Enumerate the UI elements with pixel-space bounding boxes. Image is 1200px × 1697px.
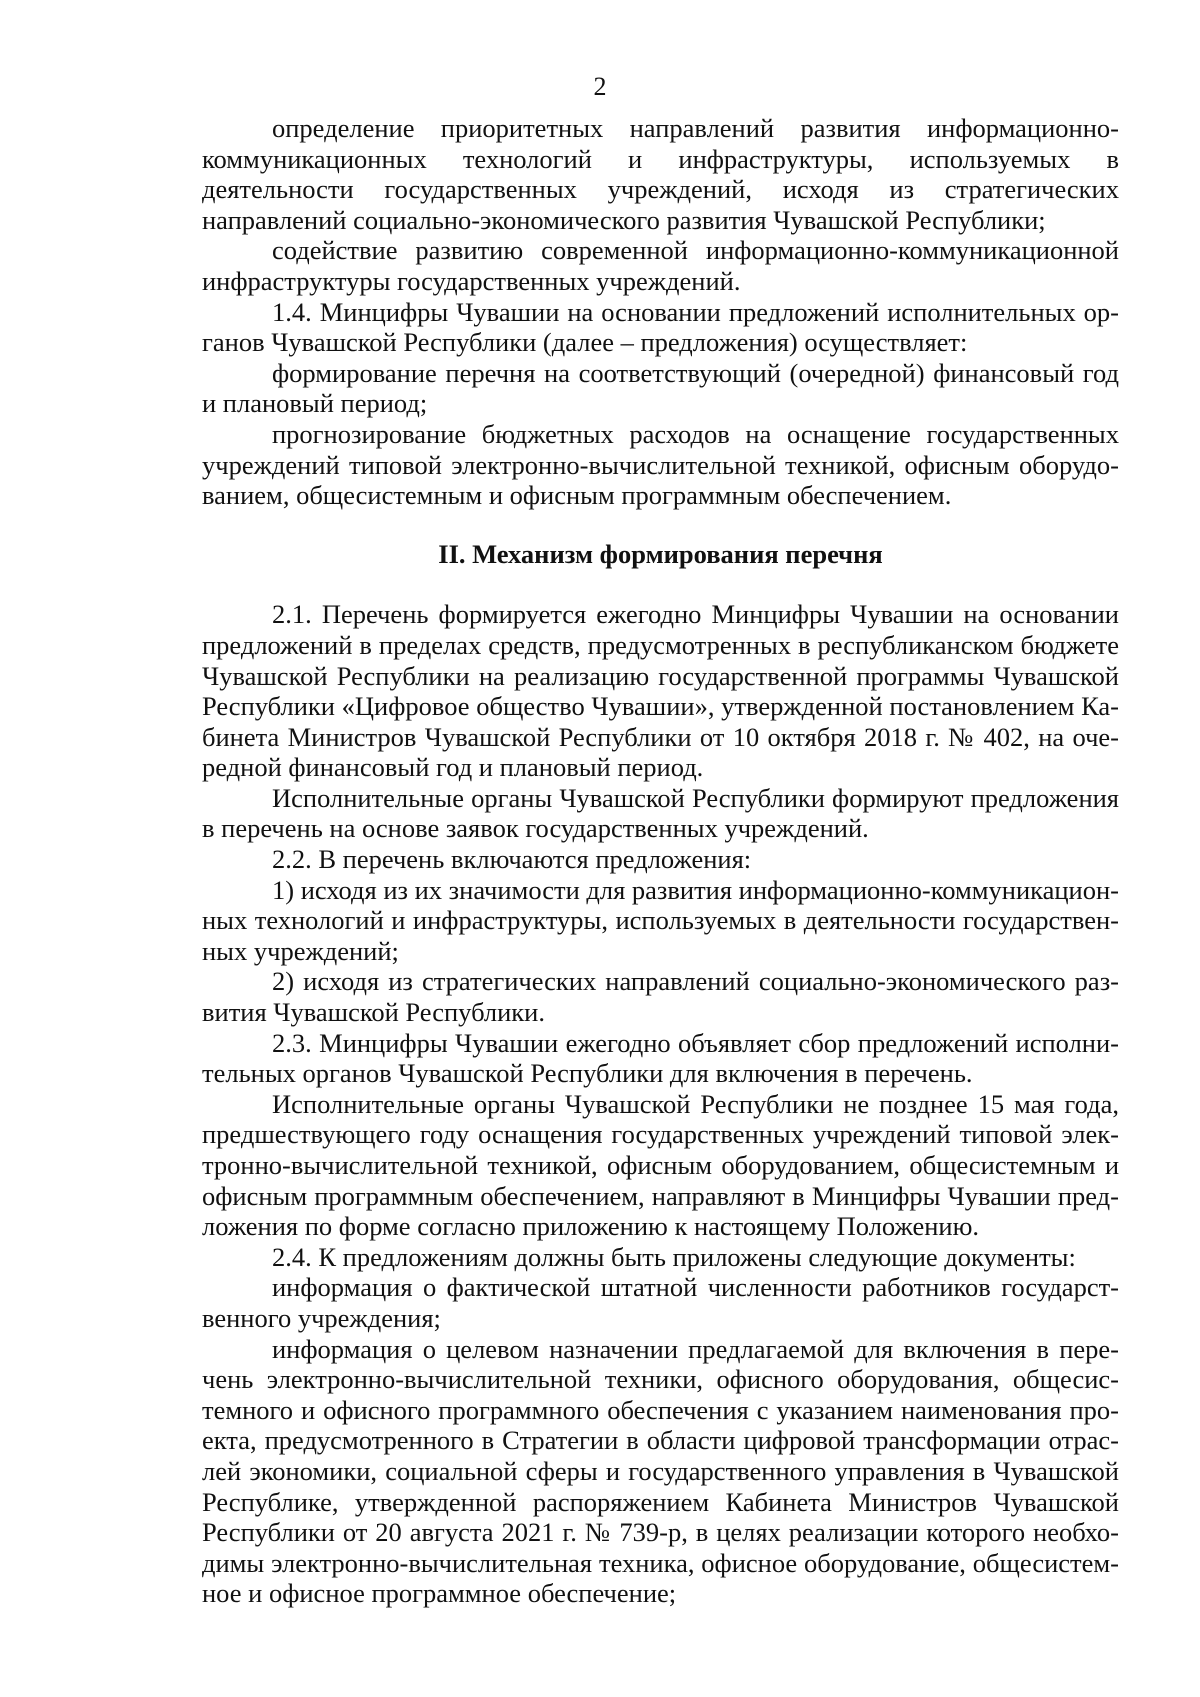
document-body (202, 113, 1119, 1609)
paragraph: 2.3. Минцифры Чувашии ежегодно объявляет сбор предложений исполнительных органов Чувашской Республики для включения в перечень. (202, 1027, 1119, 1089)
paragraph: 2.4. К предложениям должны быть приложены следующие документы: (272, 1241, 1076, 1272)
paragraph: Исполнительные органы Чувашской Республики формируют предложения в перечень на основе заявок государственных учреждений. (202, 782, 1119, 844)
paragraph: информация о фактической штатной численности работников государственного учреждения; (202, 1272, 1119, 1333)
paragraph: 1) исходя из их значимости для развития информационно-коммуникационных технологий и инфраструктуры, используемых в деятельности государственных учреждений; (202, 874, 1119, 966)
paragraph: определение приоритетных направлений развития информационно-коммуникационных технологий и инфраструктуры, используемых в деятельности государственных учреждений, исходя из стратегических направлений социально-экономического развития Чувашской Республики; (202, 113, 1119, 235)
paragraph: 1.4. Минцифры Чувашии на основании предложений исполнительных органов Чувашской Республики (далее – предложения) осуществляет: (202, 296, 1119, 358)
paragraph: содействие развитию современной информационно-коммуникационной инфраструктуры государственных учреждений. (202, 235, 1119, 296)
page-number: 2 (593, 72, 607, 101)
paragraph: информация о целевом назначении предлагаемой для включения в перечень электронно-вычислительной техники, офисного оборудования, общесистемного и офисного программного обеспечения с указанием наименования проекта, предусмотренного в Стратегии в области цифровой трансформации отраслей экономики, социальной сферы и государственного управления в Чувашской Республике, утвержденной распоряжением Кабинета Министров Чувашской Республики от 20 августа 2021 г. № 739-р, в целях реализации которого необходимы электронно-вычислительная техника, офисное оборудование, общесистемное и офисное программное обеспечение; (202, 1333, 1119, 1609)
paragraph: прогнозирование бюджетных расходов на оснащение государственных учреждений типовой электронно-вычислительной техникой, офисным оборудованием, общесистемным и офисным программным обеспечением. (202, 418, 1119, 511)
paragraph: 2.2. В перечень включаются предложения: (272, 844, 752, 875)
paragraph: формирование перечня на соответствующий (очередной) финансовый год и плановый период; (202, 357, 1119, 419)
paragraph: 2.1. Перечень формируется ежегодно Минцифры Чувашии на основании предложений в пределах средств, предусмотренных в республиканском бюджете Чувашской Республики на реализацию государственной программы Чувашской Республики «Цифровое общество Чувашии», утвержденной постановлением Кабинета Министров Чувашской Республики от 10 октября 2018 г. № 402, на очередной финансовый год и плановый период. (202, 599, 1119, 783)
paragraph: 2) исходя из стратегических направлений социально-экономического развития Чувашской Республики. (202, 966, 1119, 1028)
section-heading: II. Механизм формирования перечня (438, 538, 883, 569)
paragraph: Исполнительные органы Чувашской Республики не позднее 15 мая года, предшествующего году оснащения государственных учреждений типовой электронно-вычислительной техникой, офисным оборудованием, общесистемным и офисным программным обеспечением, направляют в Минцифры Чувашии предложения по форме согласно приложению к настоящему Положению. (202, 1088, 1119, 1242)
